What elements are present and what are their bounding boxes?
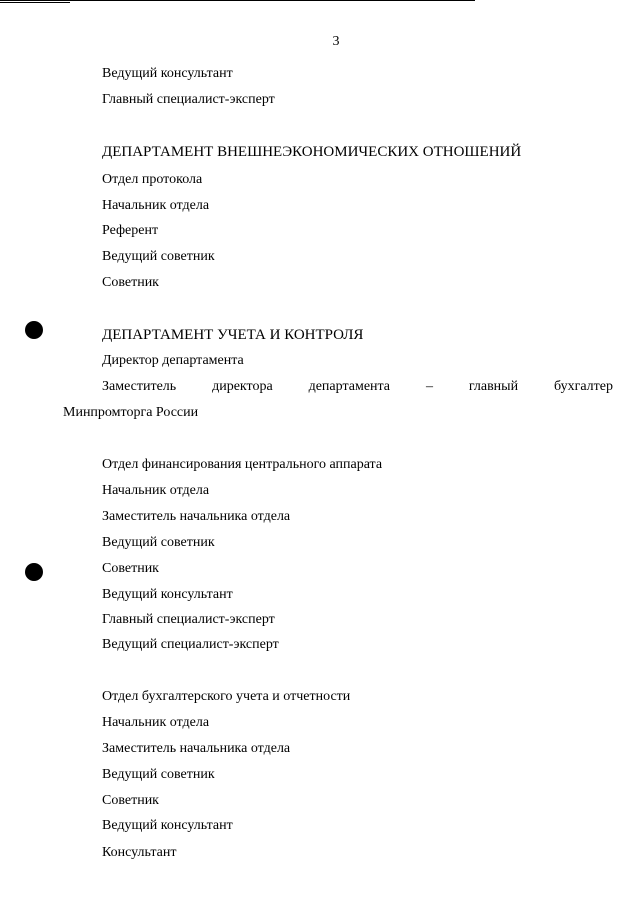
- position-line: Референт: [102, 223, 159, 238]
- punch-hole-mark: [25, 321, 43, 339]
- word: главный: [468, 379, 519, 394]
- position-line: Начальник отдела: [102, 715, 210, 730]
- position-line: Начальник отдела: [102, 483, 210, 498]
- department-heading: ДЕПАРТАМЕНТ ВНЕШНЕЭКОНОМИЧЕСКИХ ОТНОШЕНИЙ: [102, 144, 522, 160]
- department-heading: ДЕПАРТАМЕНТ УЧЕТА И КОНТРОЛЯ: [102, 327, 364, 343]
- punch-hole-mark: [25, 563, 43, 581]
- word: директора: [212, 379, 273, 394]
- position-line: Консультант: [102, 845, 177, 860]
- word: бухгалтер: [553, 379, 613, 394]
- position-line: Ведущий консультант: [102, 587, 233, 602]
- section-title: Отдел протокола: [102, 172, 203, 187]
- position-line: Директор департамента: [102, 353, 244, 368]
- position-line: Главный специалист-эксперт: [102, 92, 275, 107]
- word: –: [425, 379, 433, 394]
- position-line: Советник: [102, 793, 159, 808]
- page-number: 3: [332, 34, 340, 49]
- position-line: Заместитель начальника отдела: [102, 509, 291, 524]
- word: Заместитель: [102, 379, 177, 394]
- position-line: Ведущий специалист-эксперт: [102, 637, 279, 652]
- deputy-director-line: [102, 379, 613, 395]
- position-line-continuation: Минпромторга России: [63, 405, 199, 420]
- section-title: Отдел бухгалтерского учета и отчетности: [102, 689, 351, 704]
- top-rule: [0, 0, 475, 1]
- position-line: Ведущий советник: [102, 767, 215, 782]
- section-title: Отдел финансирования центрального аппарата: [102, 457, 383, 472]
- position-line: Ведущий советник: [102, 249, 215, 264]
- position-line: Советник: [102, 275, 159, 290]
- position-line: Ведущий консультант: [102, 818, 233, 833]
- top-rule-short: [0, 2, 70, 3]
- position-line: Главный специалист-эксперт: [102, 612, 275, 627]
- position-line: Ведущий консультант: [102, 66, 233, 81]
- position-line: Советник: [102, 561, 159, 576]
- position-line: Ведущий советник: [102, 535, 215, 550]
- position-line: Заместитель начальника отдела: [102, 741, 291, 756]
- position-line: Начальник отдела: [102, 198, 210, 213]
- word: департамента: [308, 379, 391, 394]
